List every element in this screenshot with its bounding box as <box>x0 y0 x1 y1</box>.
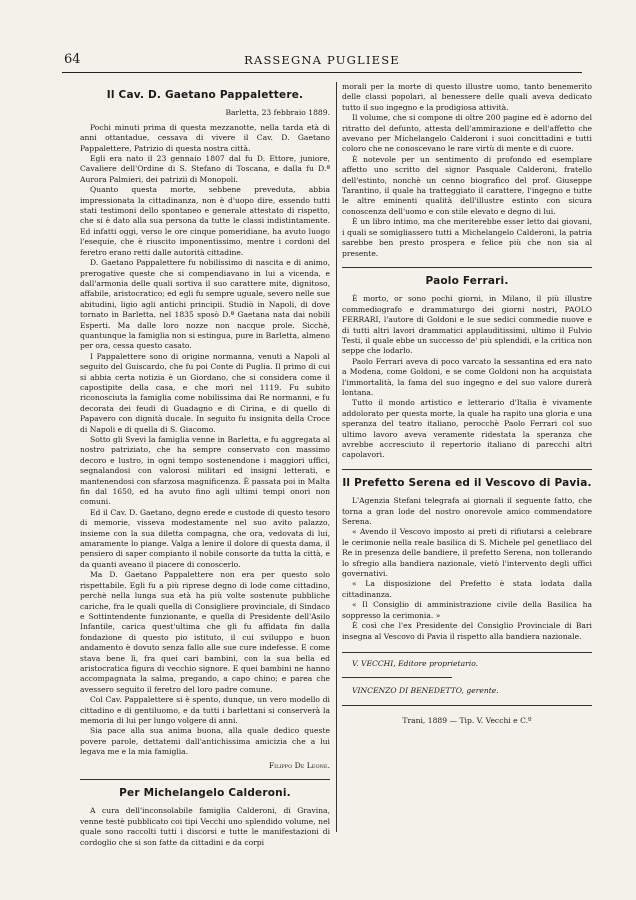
paragraph: Pochi minuti prima di questa mezzanotte, nella tarda età di anni ottantadue, cessava di vivere il Cav. D. Gaetano Pappalettere, Patrizio di questa nostra città. <box>80 122 330 153</box>
left-column <box>80 82 330 848</box>
paragraph: « La disposizione del Prefetto è stata lodata dalla cittadinanza. <box>342 579 592 599</box>
running-title: RASSEGNA PUGLIESE <box>244 53 400 67</box>
dateline: Barletta, 23 febbraio 1889. <box>225 108 330 118</box>
paragraph: È un libro intimo, ma che meriterebbe esser letto dai giovani, i quali se somigliassero tutti a Michelangelo Calderoni, la patria sarebbe ben presto prospera e felice più che non sia al presente. <box>342 217 592 258</box>
divider <box>342 652 592 653</box>
divider <box>342 267 592 268</box>
signature: Filippo De Leone. <box>268 760 330 770</box>
column-divider <box>336 82 337 832</box>
paragraph: Ed il Cav. D. Gaetano, degno erede e custode di questo tesoro di memorie, visseva modestamente nel suo avito palazzo, insieme con la sua diletta compagna, che ora, vedovata di lui, amaramente lo piange. Valga a lenire il dolore di questa dama, il pensiero di saper compianto il nobile consorte da tutta la città, e da quanti aveano il piacere di conoscerlo. <box>80 507 330 569</box>
paragraph: « Il Consiglio di amministrazione civile della Basilica ha soppresso la cerimonia. » <box>342 600 592 620</box>
divider <box>80 779 330 780</box>
paragraph: È morto, or sono pochi giorni, in Milano, il più illustre commediografo e drammaturgo dei giorni nostri, PAOLO FERRARI, l'autore di Goldoni e le sue sedici commedie nuove e di tutti altri lavori drammatici applauditissimi, ultimo il Fulvio Testi, il quale ebbe un successo de' più splendidi, e la critica non seppe che lodarlo. <box>342 294 592 356</box>
article-title-pappalettere: Il Cav. D. Gaetano Pappalettere. <box>106 89 304 101</box>
paragraph: Ma D. Gaetano Pappalettere non era per questo solo rispettabile. Egli fu a più riprese degno di lode come cittadino, perchè nella lunga sua età ha più volte sostenute pubbliche cariche, fra le quali quella di Consigliere provinciale, di Sindaco e Sottintendente funzionante, e quella di Presidente dell'Asilo Infantile, carica quest'ultima che gli fu affidata fin dalla fondazione di questo pio istituto, il cui sviluppo e buon andamento è dovuto senza fallo alle sue cure indefesse. E come stava bene lì, fra quei cari bambini, con la sua bella ed aristocratica figura di vecchio signore. E quei bambini ne hanno accompagnata la salma, pregando, a capo chino; e parea che avessero seguito il feretro del loro padre comune. <box>80 570 330 694</box>
paragraph: Quanto questa morte, sebbene preveduta, abbia impressionata la cittadinanza, non è d'uopo dire, essendo tutti stati testimoni dello spontaneo e generale attestato di rispetto, che si è dato alla sua persona da tutte le classi indistintamente. Ed infatti oggi, verso le ore cinque pomeridiane, ha avuto luogo l'esequie, che è riuscito imponentissimo, mentre i cordoni del feretro erano retti dalle autorità cittadine. <box>80 185 330 257</box>
paragraph: È notevole per un sentimento di profondo ed esemplare affetto uno scritto del signor Pasquale Calderoni, fratello dell'estinto, nonchè un cenno biografico del prof. Giuseppe Tarantino, il quale ha tratteggiato il carattere, l'ingegno e tutte le altre eminenti qualità dell'illustre estinto con sicura conoscenza dell'uomo e con stile elevato e degno di lui. <box>342 154 592 216</box>
paragraph: I Pappalettere sono di origine normanna, venuti a Napoli al seguito del Guiscardo, che fu poi Conte di Puglia. Il primo di cui si abbia certa notizia è un Giordano, che si considera come il capostipite della casa, e che morì nel 1119. Fu subito riconosciuta la famiglia come nobilissima dai Re normanni, e fu decorata dei feudi di Guadagno e di Cirina, e di quello di Papavero con dignità ducale. In seguito fu insignita della Croce di Napoli e di quella di S. Giacomo. <box>80 351 330 434</box>
paragraph: Egli era nato il 23 gennaio 1807 dal fu D. Ettore, juniore, Cavaliere dell'Ordine di S. Stefano di Toscana, e dalla fu D.ª Aurora Palmieri, dei patrizii di Monopoli. <box>80 154 330 184</box>
manager-line <box>352 686 592 696</box>
paragraph: « Avendo il Vescovo imposto ai preti di rifiutarsi a celebrare le cerimonie nella reale basilica di S. Michele pel genetliaco del Re in presenza delle bandiere, il prefetto Serena, non tollerando lo sfregio alla bandiera nazionale, vietò l'intervento degli uffici governativi. <box>342 527 592 579</box>
paragraph: Sia pace alla sua anima buona, alla quale dedico queste povere parole, dettatemi dall'antichissima amicizia che a lui legava me e la mia famiglia. <box>80 726 330 757</box>
paragraph: Col Cav. Pappalettere si è spento, dunque, un vero modello di cittadino e di gentiluomo, e da tutti i barlettani si conserverà la memoria di lui per lungo volgere di anni. <box>80 695 330 725</box>
divider <box>342 469 592 470</box>
divider <box>342 677 452 678</box>
right-column <box>342 82 592 726</box>
imprint: Trani, 1889 — Tip. V. Vecchi e C.º <box>402 715 532 725</box>
article-title-ferrari: Paolo Ferrari. <box>425 274 509 287</box>
page-number: 64 <box>64 52 81 67</box>
article-title-serena: Il Prefetto Serena ed il Vescovo di Pavia. <box>342 476 592 489</box>
paragraph: D. Gaetano Pappalettere fu nobilissimo di nascita e di animo, prerogative queste che si compendiavano in lui a vicenda, e dall'armonia delle quali sortiva il suo carattere mite, dignitoso, affabile, aristocratico; ed egli fu sempre uguale, severo nelle sue abitudini, ligio agli antichi principii. Studiò in Napoli, di dove tornato in Barletta, nel 1835 sposò D.ª Gaetana nata dai nobili Esperti. Ma dalle loro nozze non nacque prole. Sicchè, quantunque la famiglia non si estingua, pure in Barletta, almeno per ora, cessa questo casato. <box>80 258 330 351</box>
editor-text: V. VECCHI, Editore proprietario. <box>352 658 479 668</box>
paragraph: Il volume, che si compone di oltre 200 pagine ed è adorno del ritratto del defunto, attesta dell'ammirazione e dell'affetto che avevano per Michelangelo Calderoni i suoi concittadini e tutti coloro che ne conoscevano le rare virtù di mente e di cuore. <box>342 113 592 154</box>
paragraph: morali per la morte di questo illustre uomo, tanto benemerito delle classi popolari, al benessere delle quali aveva dedicato tutto il suo ingegno e la prodigiosa attività. <box>342 82 592 112</box>
editor-line <box>352 659 592 669</box>
page-header <box>62 52 582 70</box>
paragraph: Paolo Ferrari aveva di poco varcato la sessantina ed era nato a Modena, come Goldoni, e se come Goldoni non ha acquistata l'immortalità, la fama del suo ingegno e del suo valore durerà lontana. <box>342 356 592 397</box>
article-title-calderoni: Per Michelangelo Calderoni. <box>119 787 291 799</box>
manager-text: VINCENZO DI BENEDETTO, gerente. <box>352 686 499 696</box>
paragraph: L'Agenzia Stefani telegrafa ai giornali il seguente fatto, che torna a gran lode del nostro onorevole amico commendatore Serena. <box>342 496 592 527</box>
header-rule <box>62 72 582 73</box>
paragraph: Sotto gli Svevi la famiglia venne in Barletta, e fu aggregata al nostro patriziato, che ha sempre conservato con massimo decoro e lustro, in ogni tempo sostenendone i maggiori uffici, segnalandosi con valorosi militari ed insigni letterati, e mantenendosi con sfarzosa magnificenza. È passata poi in Malta fin dal 1650, ed ha avuto fino agli ultimi tempi onori non comuni. <box>80 435 330 507</box>
divider <box>342 705 592 706</box>
paragraph: Tutto il mondo artistico e letterario d'Italia è vivamente addolorato per questa morte, la quale ha rapito una gloria e una speranza del teatro italiano, perocchè Paolo Ferrari col suo ultimo lavoro aveva veramente ridestata la speranza che avrebbe accresciuto il repertorio italiano di parecchi altri capolavori. <box>342 398 592 460</box>
paragraph: È così che l'ex Presidente del Consiglio Provinciale di Bari insegna al Vescovo di Pavia il rispetto alla bandiera nazionale. <box>342 621 592 641</box>
paragraph: A cura dell'inconsolabile famiglia Calderoni, di Gravina, venne testè pubblicato coi tipi Vecchi uno splendido volume, nel quale sono raccolti tutti i discorsi e tutte le manifestazioni di cordoglio che si son fatte da cittadini e da corpi <box>80 806 330 847</box>
